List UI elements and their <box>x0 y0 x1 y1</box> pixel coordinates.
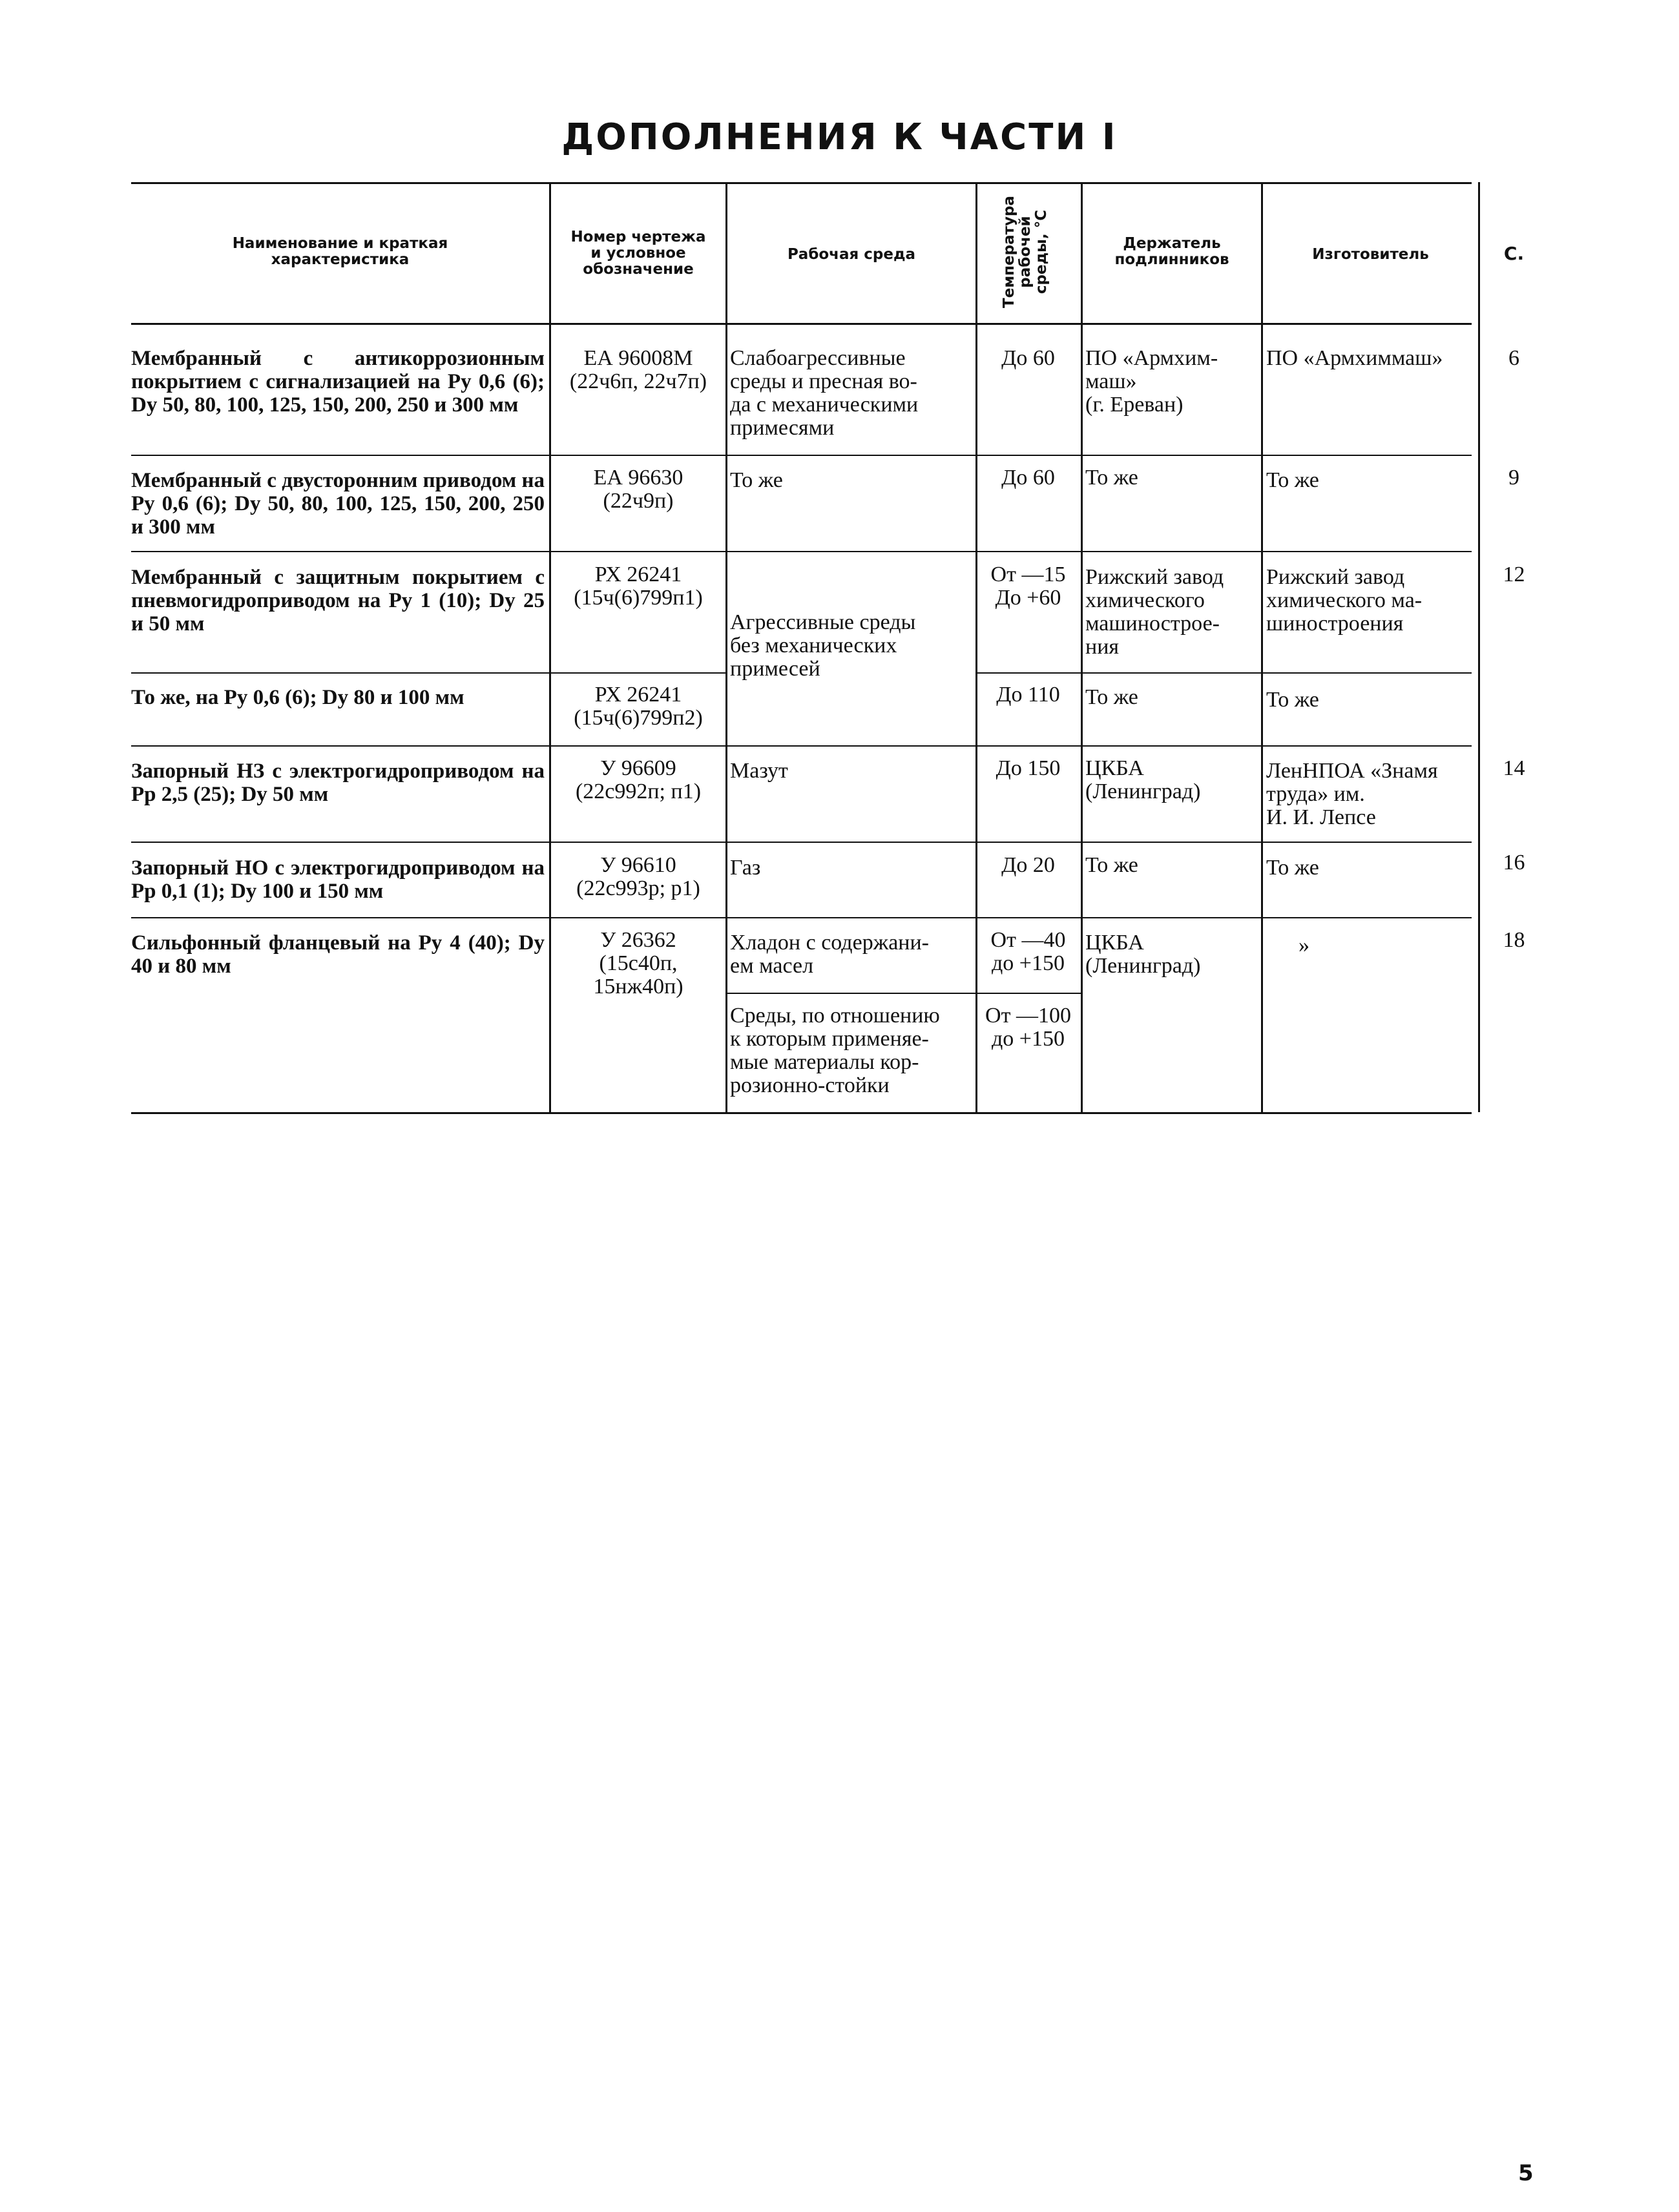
extra-temp: От —100 до +150 <box>985 1004 1071 1051</box>
row7-medium: Хладон с содержани- ем масел <box>730 931 929 978</box>
row5-holder: ЦКБА (Ленинград) <box>1085 756 1201 803</box>
row-divider <box>725 993 1081 994</box>
row5-medium: Мазут <box>730 759 788 783</box>
row7-temp: От —40 до +150 <box>990 928 1066 975</box>
row2-maker: То же <box>1266 468 1319 492</box>
row3-page: 12 <box>1503 563 1525 586</box>
shared-medium-cell: Агрессивные среды без механических примесей <box>730 610 916 681</box>
row4-maker: То же <box>1266 688 1319 712</box>
row3-temp: От —15 До +60 <box>990 563 1066 610</box>
table-top-rule <box>131 182 1472 184</box>
page-number: 5 <box>1518 2160 1534 2186</box>
row6-drawing: У 96610 (22с993р; р1) <box>576 853 700 900</box>
row6-medium: Газ <box>730 856 761 880</box>
row6-temp: До 20 <box>1001 853 1055 877</box>
header-temperature: Температура рабочей среды, °С <box>1001 196 1050 308</box>
row2-medium: То же <box>730 468 783 492</box>
header-page: С. <box>1503 243 1525 264</box>
row3-maker: Рижский завод химического ма- шиностроения <box>1266 565 1423 636</box>
row5-temp: До 150 <box>996 756 1061 780</box>
column-rule <box>725 182 727 1112</box>
header-name: Наименование и краткая характеристика <box>232 235 448 268</box>
row7-name: Сильфонный фланцевый на Pу 4 (40); Dу 40 и 80 мм <box>131 931 545 978</box>
row4-temp: До 110 <box>996 683 1060 707</box>
row4-drawing: РХ 26241 (15ч(6)799п2) <box>574 683 703 730</box>
row6-name: Запорный НО с электрогидроприводом на Pр 0,1 (1); Dу 100 и 150 мм <box>131 856 545 903</box>
row1-drawing: ЕА 96008М (22ч6п, 22ч7п) <box>569 346 707 393</box>
row3-holder: Рижский завод химического машинострое- ния <box>1085 565 1224 659</box>
row-divider <box>131 745 1472 747</box>
column-rule <box>1081 182 1083 1112</box>
row-divider <box>975 672 1472 674</box>
row-divider <box>131 455 1472 456</box>
header-maker: Изготовитель <box>1312 246 1429 263</box>
row6-page: 16 <box>1503 851 1525 874</box>
row1-name: Мембранный с антикоррозионным покрытием с сигнализацией на Pу 0,6 (6); Dу 50, 80, 100, 125, 150, 200, 250 и 300 мм <box>131 347 545 417</box>
row4-holder: То же <box>1085 685 1138 709</box>
header-bottom-rule <box>131 323 1472 325</box>
row1-temp: До 60 <box>1001 346 1055 370</box>
column-rule <box>1478 182 1480 1112</box>
row2-drawing: ЕА 96630 (22ч9п) <box>593 466 683 513</box>
row1-maker: ПО «Армхиммаш» <box>1266 346 1443 370</box>
row-divider <box>131 842 1472 843</box>
row3-drawing: РХ 26241 (15ч(6)799п1) <box>574 563 703 610</box>
row4-name: То же, на Pу 0,6 (6); Dу 80 и 100 мм <box>131 686 464 709</box>
row5-page: 14 <box>1503 756 1525 780</box>
row-divider <box>131 672 725 674</box>
row2-temp: До 60 <box>1001 466 1055 490</box>
row2-holder: То же <box>1085 466 1138 490</box>
column-rule <box>1261 182 1263 1112</box>
row1-page: 6 <box>1508 346 1519 370</box>
row3-name: Мембранный с защитным покрытием с пневмогидроприводом на Pу 1 (10); Dу 25 и 50 мм <box>131 566 545 636</box>
row-divider <box>131 917 1472 918</box>
row5-drawing: У 96609 (22с992п; п1) <box>575 756 702 803</box>
header-holder: Держатель подлинников <box>1114 235 1229 268</box>
row7-drawing: У 26362 (15с40п, 15нж40п) <box>593 928 683 998</box>
row5-name: Запорный НЗ с электрогидроприводом на Pр 2,5 (25); Dу 50 мм <box>131 760 545 806</box>
row7-maker: » <box>1298 933 1309 957</box>
header-drawing: Номер чертежа и условное обозначение <box>570 229 706 278</box>
row7-page: 18 <box>1503 928 1525 952</box>
row-divider <box>131 551 1472 552</box>
extra-medium: Среды, по отношению к которым применяе- мые материалы кор- розионно-стойки <box>730 1004 940 1097</box>
row6-holder: То же <box>1085 853 1138 877</box>
page-title: ДОПОЛНЕНИЯ К ЧАСТИ I <box>561 116 1118 158</box>
row1-medium: Слабоагрессивные среды и пресная во- да с механическими примесями <box>730 346 919 440</box>
row7-holder: ЦКБА (Ленинград) <box>1085 931 1201 978</box>
row1-holder: ПО «Армхим- маш» (г. Ереван) <box>1085 346 1218 417</box>
row5-maker: ЛенНПОА «Знамя труда» им. И. И. Лепсе <box>1266 759 1438 829</box>
row6-maker: То же <box>1266 856 1319 880</box>
row2-page: 9 <box>1508 466 1519 490</box>
row2-name: Мембранный с двусторонним приводом на Pу 0,6 (6); Dу 50, 80, 100, 125, 150, 200, 250 и 300 мм <box>131 469 545 539</box>
header-medium: Рабочая среда <box>787 246 916 263</box>
table-bottom-rule <box>131 1112 1472 1114</box>
